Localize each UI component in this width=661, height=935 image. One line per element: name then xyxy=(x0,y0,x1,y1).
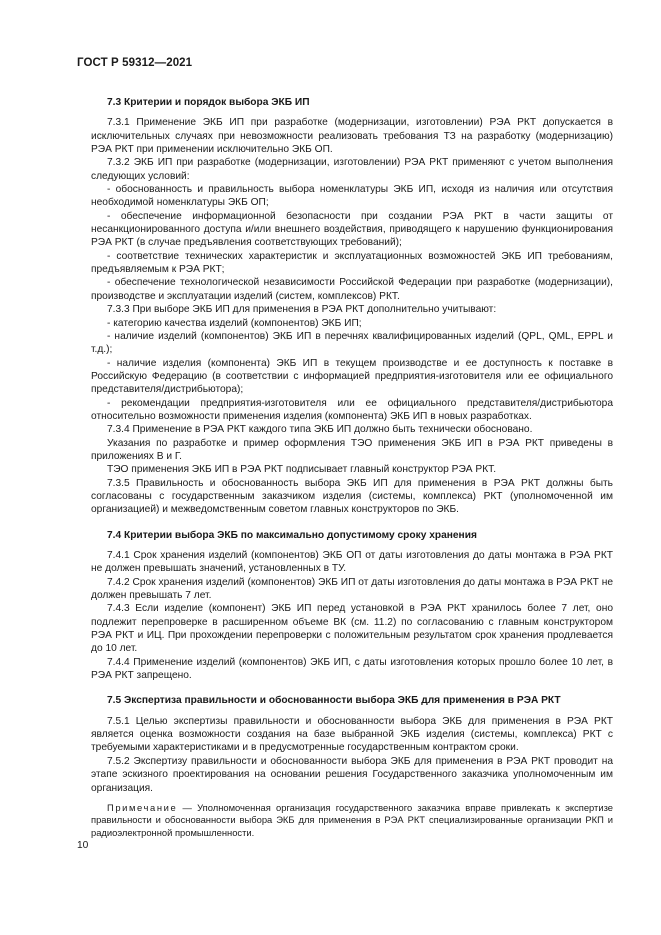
paragraph: 7.4.3 Если изделие (компонент) ЭКБ ИП перед установкой в РЭА РКТ хранилось более 7 лет, оно подлежит перепроверке в расширенном объеме ВК (см. 11.2) по согласованию с главным конструктором РЭА РКТ и ИЦ. При прохождении перепроверки с положительным результатом срок хранения продлевается до 10 лет. xyxy=(91,603,613,655)
paragraph: 7.3.5 Правильность и обоснованность выбора ЭКБ ИП для применения в РЭА РКТ должны быть согласованы с государственным заказчиком изделия (системы, комплекса) РКТ (уполномоченной им организацией) и межведомственным советом главных конструкторов по ЭКБ. xyxy=(91,477,613,516)
note-label: Примечание xyxy=(107,801,178,813)
paragraph: 7.4.4 Применение изделий (компонентов) ЭКБ ИП, с даты изготовления которых прошло более 10 лет, в РЭА РКТ запрещено. xyxy=(91,656,613,682)
paragraph: 7.3.2 ЭКБ ИП при разработке (модернизации, изготовлении) РЭА РКТ применяют с учетом выполнения следующих условий: xyxy=(91,157,613,182)
section-heading: 7.3 Критерии и порядок выбора ЭКБ ИП xyxy=(107,97,310,108)
paragraph: Указания по разработке и пример оформления ТЭО применения ЭКБ ИП в РЭА РКТ приведены в приложениях В и Г. xyxy=(91,437,613,462)
list-item: - категорию качества изделий (компонентов) ЭКБ ИП; xyxy=(107,317,362,329)
note xyxy=(91,802,613,839)
paragraph: 7.4.2 Срок хранения изделий (компонентов) ЭКБ ИП от даты изготовления до даты монтажа в РЭА РКТ не должен превышать 7 лет. xyxy=(91,576,613,602)
document-header: ГОСТ Р 59312—2021 xyxy=(77,57,193,69)
list-item: - наличие изделия (компонента) ЭКБ ИП в текущем производстве и ее доступность к поставке в Российскую Федерацию (в соответствии с информацией предприятия-изготовителя или ее официального представителя/дистрибьютора); xyxy=(91,357,613,396)
section-heading: 7.5 Экспертиза правильности и обоснованности выбора ЭКБ для применения в РЭА РКТ xyxy=(107,695,561,707)
list-item: - наличие изделий (компонентов) ЭКБ ИП в перечнях квалифицированных изделий (QPL, QML, EPPL и т.д.); xyxy=(91,330,613,356)
paragraph: 7.3.1 Применение ЭКБ ИП при разработке (модернизации, изготовлении) РЭА РКТ допускается в исключительных случаях при невозможности реализовать требования ТЗ на разработку (модернизацию) РЭА РКТ при применении исключительно ЭКБ ОП. xyxy=(91,117,613,156)
section-7-4 xyxy=(91,529,613,683)
page-content xyxy=(91,96,613,848)
paragraph: ТЭО применения ЭКБ ИП в РЭА РКТ подписывает главный конструктор РЭА РКТ. xyxy=(107,464,497,476)
note-text: — Уполномоченная организация государственного заказчика вправе привлекать к экспертизе правильности и обоснованности выбора ЭКБ для применения в РЭА РКТ специализированные организации РКП и радиоэлектронной промышленности. xyxy=(91,801,613,838)
section-7-3 xyxy=(91,96,613,517)
paragraph: 7.3.4 Применение в РЭА РКТ каждого типа ЭКБ ИП должно быть технически обосновано. xyxy=(107,424,533,436)
paragraph: 7.4.1 Срок хранения изделий (компонентов) ЭКБ ОП от даты изготовления до даты монтажа в РЭА РКТ не должен превышать значений, установленных в ТУ. xyxy=(91,550,613,575)
list-item: - обеспечение технологической независимости Российской Федерации при разработке (модернизации), производстве и эксплуатации изделий (систем, комплексов) РКТ. xyxy=(91,277,613,302)
list-item: - обоснованность и правильность выбора номенклатуры ЭКБ ИП, исходя из наличия или отсутствия необходимой номенклатуры ЭКБ ОП; xyxy=(91,184,613,209)
list-item: - соответствие технических характеристик и эксплуатационных возможностей ЭКБ ИП требованиям, предъявляемым к РЭА РКТ; xyxy=(91,250,613,276)
paragraph: 7.5.1 Целью экспертизы правильности и обоснованности выбора ЭКБ для применения в РЭА РКТ является оценка возможности создания на базе выбранной ЭКБ изделия (системы, комплекса) РКТ с требуемыми характеристиками и в предусмотренные государственным контрактом сроки. xyxy=(91,715,613,754)
paragraph: 7.3.3 При выборе ЭКБ ИП для применения в РЭА РКТ дополнительно учитывают: xyxy=(107,304,497,316)
paragraph: 7.5.2 Экспертизу правильности и обоснованности выбора ЭКБ для применения в РЭА РКТ проводит на этапе эскизного проектирования на основании решения Государственного заказчика уполномоченным им организация. xyxy=(91,755,613,794)
list-item: - рекомендации предприятия-изготовителя или ее официального представителя/дистрибьютора относительно возможности применения изделия (компонента) ЭКБ ИП в новых разработках. xyxy=(91,397,613,422)
page-number: 10 xyxy=(77,840,89,851)
section-7-5 xyxy=(91,694,613,794)
list-item: - обеспечение информационной безопасности при создании РЭА РКТ в части защиты от несанкционированного доступа и/или внешнего воздействия, приводящего к нарушению функционирования РЭА РКТ (в случае предъявления соответствующих требований); xyxy=(91,210,613,249)
section-heading: 7.4 Критерии выбора ЭКБ по максимально допустимому сроку хранения xyxy=(107,529,477,541)
